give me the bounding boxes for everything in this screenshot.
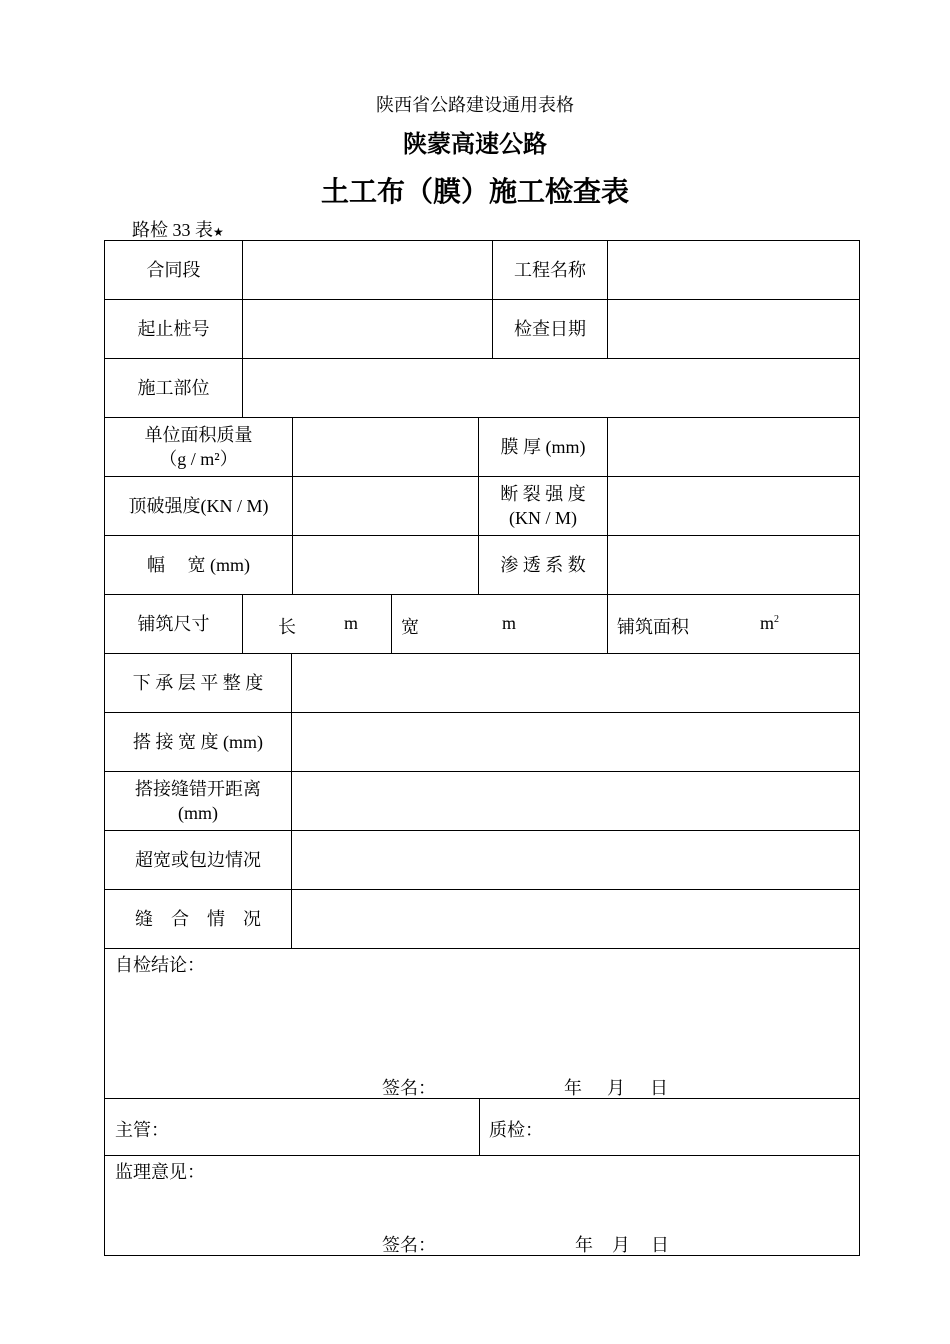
supervision-opinion-label: 监理意见： bbox=[115, 1162, 205, 1182]
burst-strength-label: 顶破强度(KN / M) bbox=[128, 496, 269, 516]
construction-part-field[interactable] bbox=[243, 359, 859, 417]
project-title: 陕蒙高速公路 bbox=[403, 130, 547, 158]
row-line bbox=[104, 1255, 860, 1256]
length-label: 长 bbox=[278, 617, 296, 637]
col-line bbox=[242, 594, 243, 653]
width-label: 幅 宽 (mm) bbox=[147, 555, 250, 575]
form-number bbox=[132, 216, 224, 242]
year2-label: 年 bbox=[575, 1235, 593, 1255]
unit-mass-label bbox=[105, 418, 292, 476]
table-border-right bbox=[859, 240, 860, 1256]
form-title: 土工布（膜）施工检查表 bbox=[320, 175, 629, 208]
overlap-width-field[interactable] bbox=[292, 713, 859, 771]
col-line bbox=[479, 1098, 480, 1155]
film-thickness-field[interactable] bbox=[608, 418, 859, 476]
day2-label: 日 bbox=[651, 1235, 669, 1255]
paving-area-label: 铺筑面积 bbox=[617, 617, 689, 637]
sign2-label: 签名： bbox=[382, 1235, 436, 1255]
contract-section-field[interactable] bbox=[243, 241, 492, 299]
sign-label: 签名： bbox=[382, 1078, 436, 1098]
film-thickness-label: 膜 厚 (mm) bbox=[500, 437, 586, 457]
org-header: 陕西省公路建设通用表格 bbox=[376, 95, 574, 115]
break-strength-label bbox=[479, 477, 607, 535]
unit-mass-field[interactable] bbox=[293, 418, 478, 476]
day-label: 日 bbox=[650, 1078, 668, 1098]
permeability-label: 渗 透 系 数 bbox=[500, 555, 586, 575]
lower-flatness-field[interactable] bbox=[292, 654, 859, 712]
overlap-offset-line2: (mm) bbox=[178, 803, 218, 823]
contract-section-label: 合同段 bbox=[146, 260, 201, 280]
quality-label: 质检： bbox=[489, 1120, 543, 1140]
break-strength-field[interactable] bbox=[608, 477, 859, 535]
form-number-text: 路检 33 表 bbox=[132, 220, 213, 240]
unit-mass-line2: （g / m²） bbox=[159, 449, 238, 469]
permeability-field[interactable] bbox=[608, 536, 859, 594]
construction-part-label: 施工部位 bbox=[137, 378, 210, 398]
row-line bbox=[104, 948, 860, 949]
width-short-label: 宽 bbox=[401, 617, 419, 637]
row-line bbox=[104, 1098, 860, 1099]
col-line bbox=[607, 594, 608, 653]
seam-label: 缝 合 情 况 bbox=[135, 909, 261, 929]
width-field[interactable] bbox=[293, 536, 478, 594]
check-date-label: 检查日期 bbox=[514, 319, 586, 339]
length-unit: m bbox=[344, 613, 359, 633]
overlap-offset-label bbox=[105, 772, 291, 830]
break-strength-line2: (KN / M) bbox=[509, 508, 577, 528]
project-name-label: 工程名称 bbox=[514, 260, 586, 280]
star-icon: ★ bbox=[213, 225, 224, 239]
month-label: 月 bbox=[607, 1078, 625, 1098]
check-date-field[interactable] bbox=[608, 300, 859, 358]
width-unit: m bbox=[502, 613, 517, 633]
month2-label: 月 bbox=[612, 1235, 630, 1255]
overlap-width-label: 搭 接 宽 度 (mm) bbox=[133, 732, 263, 752]
row-line bbox=[104, 1155, 860, 1156]
seam-field[interactable] bbox=[292, 890, 859, 948]
col-line bbox=[391, 594, 392, 653]
over-width-label: 超宽或包边情况 bbox=[135, 850, 261, 870]
overlap-offset-line1: 搭接缝错开距离 bbox=[135, 779, 261, 799]
break-strength-line1: 断 裂 强 度 bbox=[500, 484, 586, 504]
project-name-field[interactable] bbox=[608, 241, 859, 299]
lower-flatness-label: 下 承 层 平 整 度 bbox=[132, 673, 264, 693]
paving-area-unit bbox=[760, 613, 779, 634]
station-range-field[interactable] bbox=[243, 300, 492, 358]
paving-area-unit-sup: 2 bbox=[774, 614, 780, 625]
paving-area-unit-m: m bbox=[760, 613, 775, 633]
paving-size-label: 铺筑尺寸 bbox=[137, 614, 210, 634]
year-label: 年 bbox=[564, 1078, 582, 1098]
over-width-field[interactable] bbox=[292, 831, 859, 889]
unit-mass-line1: 单位面积质量 bbox=[144, 425, 253, 445]
burst-strength-field[interactable] bbox=[293, 477, 478, 535]
overlap-offset-field[interactable] bbox=[292, 772, 859, 830]
self-check-label: 自检结论： bbox=[115, 955, 205, 975]
supervisor-label: 主管： bbox=[115, 1120, 169, 1140]
station-range-label: 起止桩号 bbox=[137, 319, 210, 339]
